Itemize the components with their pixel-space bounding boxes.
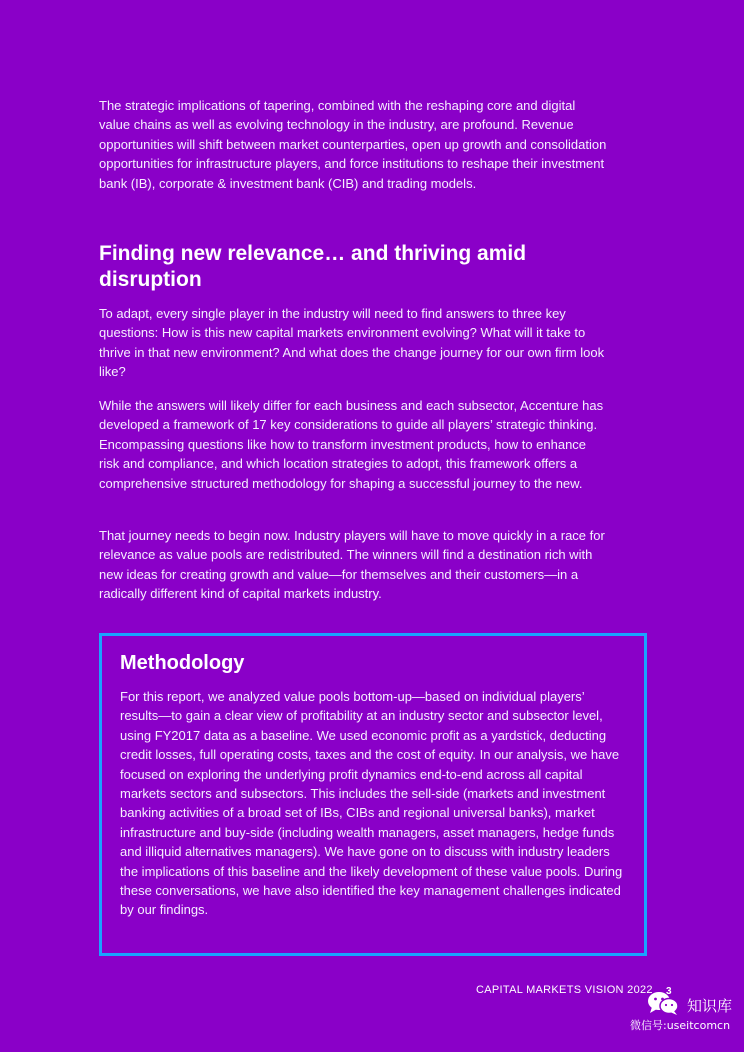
intro-paragraph: The strategic implications of tapering, combined with the reshaping core and digital value chains as well as evolving technology in the industry, are profound. Revenue opportunities will shift between market counterparties, open up growth and consolidation opportunities for infrastructure players, and force institutions to reshape their investment bank (IB), corporate & investment bank (CIB) and trading models. (99, 98, 607, 191)
methodology-text: For this report, we analyzed value pools bottom-up—based on individual players’ results—to gain a clear view of profitability at an industry sector and subsector level, using FY2017 data as a baseline. We used economic profit as a yardstick, deducting credit losses, full operating costs, taxes and the cost of equity. In our analysis, we have focused on exploring the underlying profit dynamics end-to-end across all capital markets sectors and subsectors. This includes the sell-side (markets and investment banking activities of a broad set of IBs, CIBs and regional universal banks), market infrastructure and buy-side (including wealth managers, asset managers, hedge funds and illiquid alternatives managers). We have gone on to discuss with industry leaders the implications of this baseline and the likely development of these value pools. During these conversations, we have also identified the key management challenges indicated by our findings. (120, 689, 623, 918)
watermark-name: 知识库 (687, 997, 733, 1015)
watermark-account: 微信号:useitcomcn (630, 1019, 731, 1032)
page-number: 3 (666, 986, 672, 997)
footer-label: CAPITAL MARKETS VISION 2022 (476, 984, 653, 996)
wechat-icon (646, 990, 680, 1016)
paragraph-key-questions: To adapt, every single player in the industry will need to find answers to three key questions: How is this new capital markets environment evolving? What will it take to thrive in that new environment? And what does the change journey for our own firm look like? (99, 306, 605, 380)
paragraph-journey: That journey needs to begin now. Industry players will have to move quickly in a race for relevance as value pools are redistributed. The winners will find a destination rich with new ideas for creating growth and value—for themselves and their customers—in a radically different kind of capital markets industry. (99, 528, 605, 602)
paragraph-framework: While the answers will likely differ for each business and each subsector, Accenture has developed a framework of 17 key considerations to guide all players’ strategic thinking. Encompassing questions like how to transform investment products, how to enhance risk and compliance, and which location strategies to adopt, this framework offers a comprehensive structured methodology for shaping a successful journey to the new. (99, 398, 604, 491)
methodology-box (99, 633, 647, 956)
section-heading: Finding new relevance… and thriving amid disruption (99, 242, 527, 291)
methodology-title: Methodology (120, 652, 245, 674)
